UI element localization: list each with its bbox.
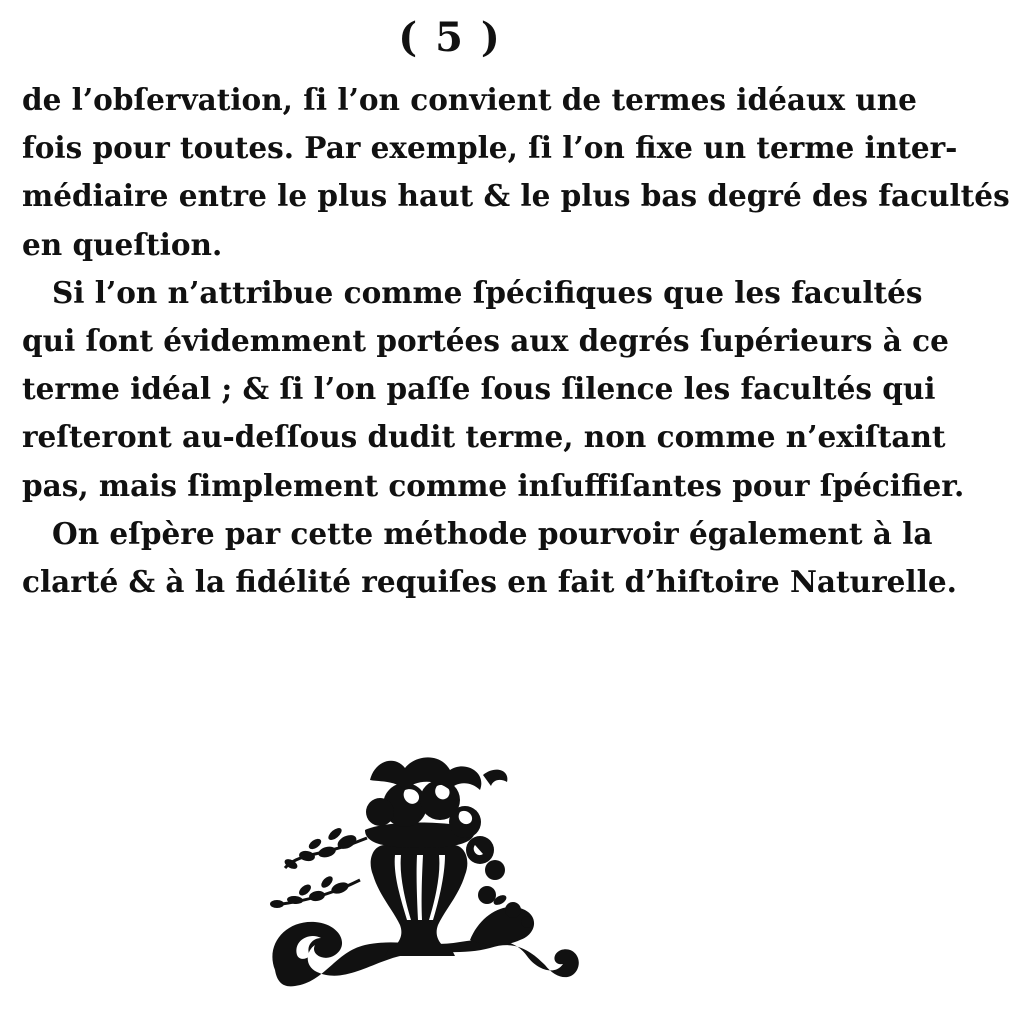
text-line: médiaire entre le plus haut & le plus bas degré des facultés — [22, 178, 1010, 214]
text-line: qui ſont évidemment portées aux degrés ſupérieurs à ce — [22, 322, 949, 358]
text-line: clarté & à la fidélité requiſes en fait d’hiſtoire Naturelle. — [22, 563, 957, 599]
text-line: de l’obſervation, ſi l’on convient de termes idéaux une — [22, 82, 917, 117]
paragraph-start-line: On eſpère par cette méthode pourvoir également à la — [52, 515, 933, 551]
paragraph-start-line: Si l’on n’attribue comme ſpécifiques que les facultés — [52, 274, 923, 310]
floral-urn-vignette-icon — [255, 750, 585, 1000]
text-line: en queſtion. — [22, 226, 223, 262]
text-line: terme idéal ; & ſi l’on paſſe ſous ſilence les facultés qui — [22, 371, 936, 407]
text-line: fois pour toutes. Par exemple, ſi l’on fixe un terme inter- — [22, 130, 958, 166]
page-number: ( 5 ) — [398, 14, 502, 61]
text-line: pas, mais ſimplement comme inſuffiſantes pour ſpécifier. — [22, 467, 965, 503]
body-text — [22, 76, 1010, 606]
text-line: reſteront au-deſſous dudit terme, non comme n’exiſtant — [22, 419, 946, 455]
